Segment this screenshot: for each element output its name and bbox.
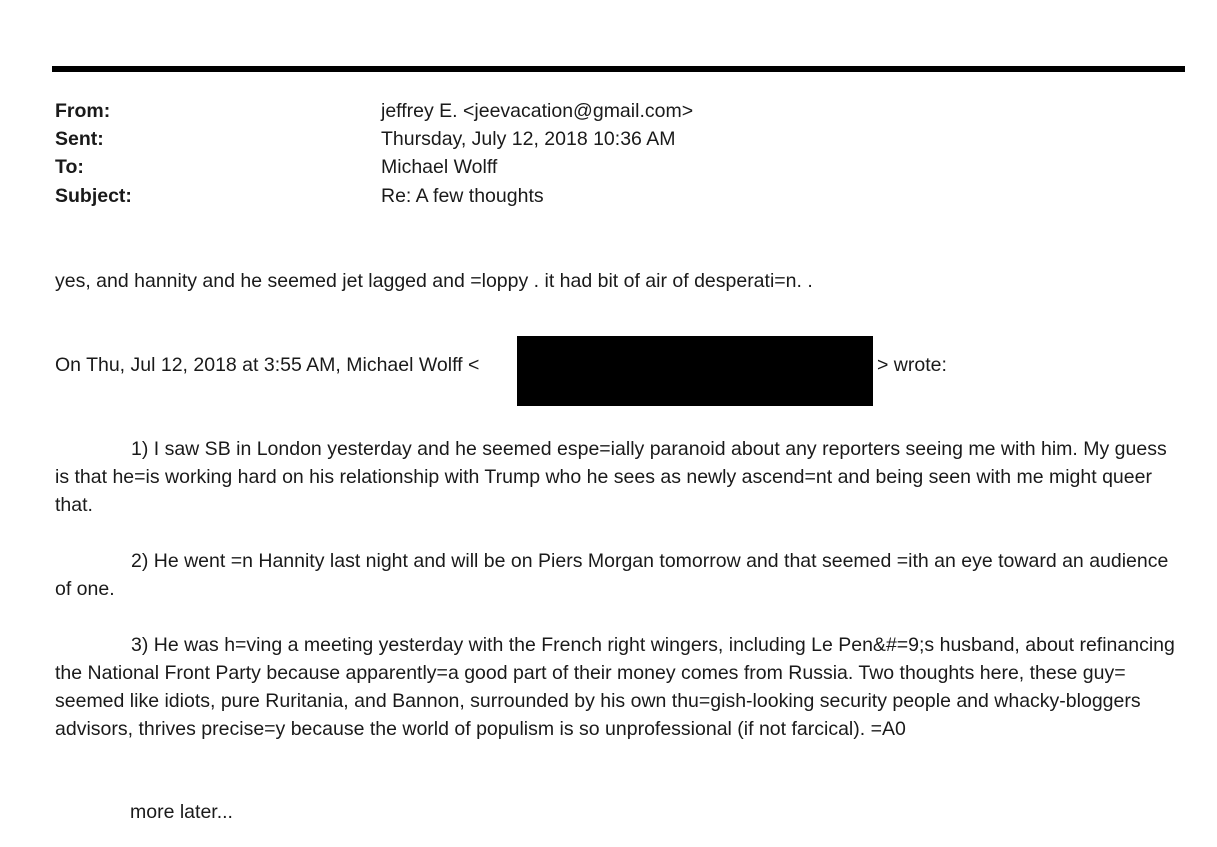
from-value: jeffrey E. <jeevacation@gmail.com> (381, 100, 694, 122)
to-label: To: (55, 156, 84, 178)
quote-intro-suffix: > wrote: (877, 354, 947, 376)
quoted-paragraph-3: 3) He was h=ving a meeting yesterday with the French right wingers, including Le Pen&#=9;s husband, about refinancing the National Front Party because apparently=a good part of their money comes from Russia. Two thoughts here, these guy= seemed like idiots, pure Ruritania, and Bannon, surrounded by his own thu=gish-looking security people and whacky-bloggers advisors, thrives precise=y because the world of populism is so unprofessional (if not farcical). =A0 (55, 634, 1175, 740)
from-label: From: (55, 100, 111, 122)
sent-label: Sent: (55, 128, 104, 150)
reply-line: yes, and hannity and he seemed jet lagged and =loppy . it had bit of air of desperati=n. . (55, 270, 813, 292)
quoted-paragraph-1: 1) I saw SB in London yesterday and he seemed espe=ially paranoid about any reporters seeing me with him. My guess is that he=is working hard on his relationship with Trump who he sees as newly ascend=nt and being seen with me might queer that. (55, 438, 1167, 516)
sent-value: Thursday, July 12, 2018 10:36 AM (381, 128, 676, 150)
subject-value: Re: A few thoughts (381, 185, 544, 207)
quote-intro-prefix: On Thu, Jul 12, 2018 at 3:55 AM, Michael Wolff < (55, 354, 480, 376)
redaction-box (517, 336, 873, 406)
to-value: Michael Wolff (381, 156, 498, 178)
header-rule (52, 66, 1185, 72)
closing-line: more later... (130, 801, 233, 823)
quoted-paragraph-2: 2) He went =n Hannity last night and will be on Piers Morgan tomorrow and that seemed =ith an eye toward an audience of one. (55, 550, 1169, 600)
subject-label: Subject: (55, 185, 132, 207)
